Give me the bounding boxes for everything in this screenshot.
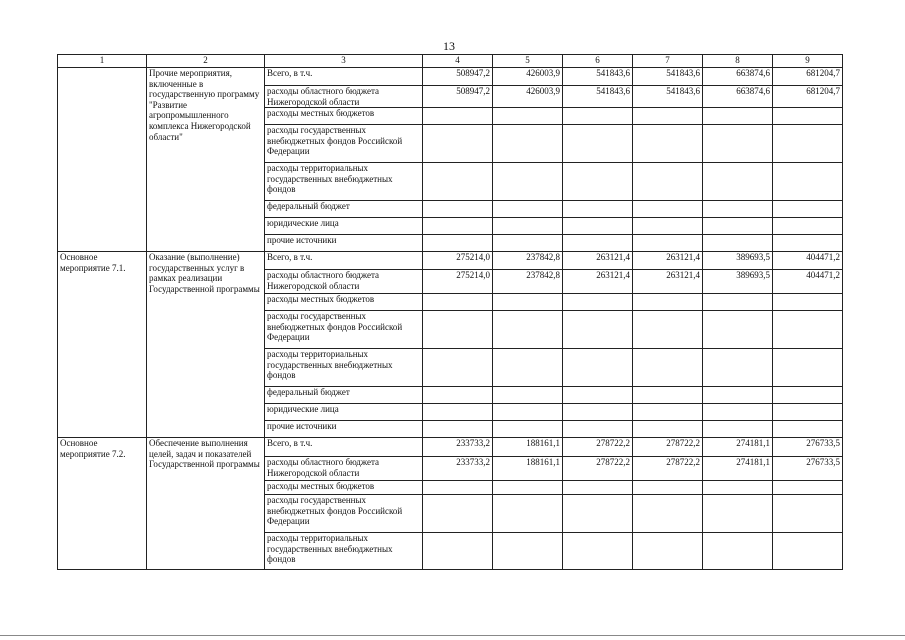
amount-cell-col-4: 275214,0 [423,270,493,294]
amount-cell-col-4 [423,108,493,125]
amount-cell-col-5 [493,533,563,570]
amount-cell-col-7 [633,533,703,570]
column-header-9: 9 [773,55,843,68]
amount-cell-col-6 [563,349,633,387]
funding-source-label: расходы областного бюджета Нижегородской области [265,457,423,481]
amount-cell-col-8 [703,387,773,404]
amount-cell-col-5 [493,294,563,311]
amount-cell-col-7 [633,201,703,218]
page-bottom-border [0,635,905,636]
amount-cell-col-7 [633,495,703,533]
column-header-1: 1 [58,55,147,68]
funding-source-label: Всего, в т.ч. [265,68,423,86]
funding-source-label: прочие источники [265,235,423,252]
funding-source-label: расходы территориальных государственных внебюджетных фондов [265,533,423,570]
amount-cell-col-7 [633,108,703,125]
amount-cell-col-9 [773,201,843,218]
amount-cell-col-4: 275214,0 [423,252,493,270]
amount-cell-col-5 [493,108,563,125]
activity-code [58,68,147,252]
amount-cell-col-5: 188161,1 [493,438,563,457]
amount-cell-col-4 [423,495,493,533]
amount-cell-col-9 [773,218,843,235]
amount-cell-col-5 [493,421,563,438]
amount-cell-col-5 [493,311,563,349]
amount-cell-col-9 [773,404,843,421]
amount-cell-col-9: 404471,2 [773,270,843,294]
amount-cell-col-8 [703,421,773,438]
amount-cell-col-7 [633,218,703,235]
funding-source-label: Всего, в т.ч. [265,438,423,457]
amount-cell-col-4 [423,201,493,218]
amount-cell-col-6 [563,533,633,570]
funding-source-label: расходы территориальных государственных внебюджетных фондов [265,163,423,201]
amount-cell-col-6 [563,421,633,438]
amount-cell-col-7 [633,163,703,201]
amount-cell-col-7: 541843,6 [633,86,703,108]
amount-cell-col-6 [563,218,633,235]
amount-cell-col-6 [563,387,633,404]
amount-cell-col-9 [773,108,843,125]
amount-cell-col-6 [563,108,633,125]
table-body [58,68,843,570]
funding-source-label: расходы государственных внебюджетных фондов Российской Федерации [265,125,423,163]
activity-code: Основное мероприятие 7.2. [58,438,147,570]
amount-cell-col-6 [563,294,633,311]
funding-source-label: расходы областного бюджета Нижегородской области [265,270,423,294]
amount-cell-col-8 [703,481,773,495]
amount-cell-col-5 [493,201,563,218]
funding-source-label: юридические лица [265,404,423,421]
amount-cell-col-6: 278722,2 [563,438,633,457]
amount-cell-col-6: 541843,6 [563,68,633,86]
amount-cell-col-4 [423,311,493,349]
funding-source-label: расходы местных бюджетов [265,108,423,125]
column-header-2: 2 [147,55,265,68]
page-number: 13 [443,39,455,53]
amount-cell-col-4 [423,481,493,495]
funding-source-label: прочие источники [265,421,423,438]
table-row [58,438,843,457]
funding-source-label: расходы областного бюджета Нижегородской области [265,86,423,108]
amount-cell-col-9 [773,421,843,438]
amount-cell-col-7: 263121,4 [633,252,703,270]
amount-cell-col-9: 681204,7 [773,86,843,108]
funding-source-label: федеральный бюджет [265,387,423,404]
amount-cell-col-4: 508947,2 [423,68,493,86]
amount-cell-col-8: 389693,5 [703,270,773,294]
amount-cell-col-5: 426003,9 [493,68,563,86]
amount-cell-col-4: 508947,2 [423,86,493,108]
amount-cell-col-7 [633,349,703,387]
amount-cell-col-7 [633,404,703,421]
column-header-6: 6 [563,55,633,68]
amount-cell-col-5 [493,481,563,495]
amount-cell-col-4 [423,294,493,311]
column-header-5: 5 [493,55,563,68]
amount-cell-col-8 [703,201,773,218]
amount-cell-col-5 [493,125,563,163]
amount-cell-col-5 [493,163,563,201]
activity-code: Основное мероприятие 7.1. [58,252,147,438]
activity-name: Обеспечение выполнения целей, задач и показателей Государственной программы [147,438,265,570]
funding-source-label: юридические лица [265,218,423,235]
amount-cell-col-6: 263121,4 [563,270,633,294]
funding-source-label: расходы территориальных государственных внебюджетных фондов [265,349,423,387]
column-header-3: 3 [265,55,423,68]
amount-cell-col-6 [563,201,633,218]
table-row [58,68,843,86]
amount-cell-col-4 [423,533,493,570]
amount-cell-col-7: 263121,4 [633,270,703,294]
amount-cell-col-7: 541843,6 [633,68,703,86]
amount-cell-col-9 [773,387,843,404]
amount-cell-col-6: 278722,2 [563,457,633,481]
amount-cell-col-7 [633,125,703,163]
amount-cell-col-7 [633,235,703,252]
amount-cell-col-9 [773,481,843,495]
amount-cell-col-6 [563,495,633,533]
amount-cell-col-6 [563,125,633,163]
table-row [58,252,843,270]
amount-cell-col-4 [423,387,493,404]
amount-cell-col-7 [633,481,703,495]
amount-cell-col-5 [493,495,563,533]
amount-cell-col-7 [633,387,703,404]
amount-cell-col-7: 278722,2 [633,438,703,457]
amount-cell-col-8: 274181,1 [703,438,773,457]
amount-cell-col-5: 237842,8 [493,270,563,294]
amount-cell-col-7 [633,421,703,438]
amount-cell-col-6: 541843,6 [563,86,633,108]
funding-source-label: федеральный бюджет [265,201,423,218]
column-header-4: 4 [423,55,493,68]
amount-cell-col-8 [703,404,773,421]
funding-source-label: расходы местных бюджетов [265,294,423,311]
amount-cell-col-8 [703,533,773,570]
funding-source-label: Всего, в т.ч. [265,252,423,270]
amount-cell-col-7: 278722,2 [633,457,703,481]
amount-cell-col-9 [773,533,843,570]
header-row [58,55,843,68]
amount-cell-col-8: 663874,6 [703,86,773,108]
amount-cell-col-5: 188161,1 [493,457,563,481]
amount-cell-col-9 [773,495,843,533]
amount-cell-col-8 [703,235,773,252]
amount-cell-col-9: 276733,5 [773,438,843,457]
amount-cell-col-6 [563,481,633,495]
amount-cell-col-5 [493,235,563,252]
amount-cell-col-8: 663874,6 [703,68,773,86]
budget-table [57,54,843,570]
amount-cell-col-4: 233733,2 [423,438,493,457]
amount-cell-col-4 [423,163,493,201]
amount-cell-col-5 [493,387,563,404]
amount-cell-col-9 [773,235,843,252]
amount-cell-col-7 [633,311,703,349]
amount-cell-col-9 [773,125,843,163]
amount-cell-col-8 [703,294,773,311]
amount-cell-col-9: 404471,2 [773,252,843,270]
amount-cell-col-6: 263121,4 [563,252,633,270]
amount-cell-col-8 [703,108,773,125]
amount-cell-col-5 [493,404,563,421]
activity-name: Прочие мероприятия, включенные в государственную программу "Развитие агропромышленного комплекса Нижегородской области" [147,68,265,252]
amount-cell-col-8: 389693,5 [703,252,773,270]
column-header-8: 8 [703,55,773,68]
amount-cell-col-4 [423,125,493,163]
amount-cell-col-4: 233733,2 [423,457,493,481]
funding-source-label: расходы местных бюджетов [265,481,423,495]
amount-cell-col-4 [423,421,493,438]
amount-cell-col-8 [703,163,773,201]
amount-cell-col-6 [563,311,633,349]
funding-source-label: расходы государственных внебюджетных фондов Российской Федерации [265,495,423,533]
amount-cell-col-4 [423,235,493,252]
amount-cell-col-6 [563,235,633,252]
amount-cell-col-9: 681204,7 [773,68,843,86]
amount-cell-col-9: 276733,5 [773,457,843,481]
amount-cell-col-4 [423,404,493,421]
amount-cell-col-5: 426003,9 [493,86,563,108]
amount-cell-col-8 [703,125,773,163]
amount-cell-col-5 [493,349,563,387]
activity-name: Оказание (выполнение) государственных услуг в рамках реализации Государственной программы [147,252,265,438]
amount-cell-col-8: 274181,1 [703,457,773,481]
amount-cell-col-9 [773,349,843,387]
amount-cell-col-6 [563,404,633,421]
amount-cell-col-6 [563,163,633,201]
amount-cell-col-9 [773,163,843,201]
amount-cell-col-8 [703,218,773,235]
amount-cell-col-9 [773,294,843,311]
amount-cell-col-4 [423,218,493,235]
funding-source-label: расходы государственных внебюджетных фондов Российской Федерации [265,311,423,349]
amount-cell-col-8 [703,495,773,533]
amount-cell-col-8 [703,349,773,387]
amount-cell-col-4 [423,349,493,387]
amount-cell-col-5 [493,218,563,235]
amount-cell-col-7 [633,294,703,311]
amount-cell-col-9 [773,311,843,349]
column-header-7: 7 [633,55,703,68]
amount-cell-col-5: 237842,8 [493,252,563,270]
amount-cell-col-8 [703,311,773,349]
